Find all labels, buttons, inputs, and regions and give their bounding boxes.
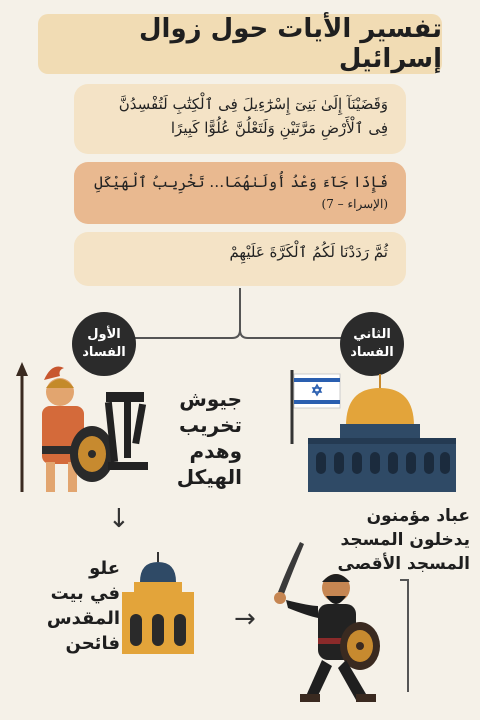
destroy-temple-label	[152, 386, 242, 490]
destroy-line-2: تخريب	[178, 413, 242, 437]
destroy-line-3: وهدم	[189, 439, 242, 463]
believers-line-1: عباد مؤمنون	[366, 506, 470, 526]
dome-mosque-illustration	[284, 366, 464, 498]
right-arrow-icon: →	[234, 604, 256, 634]
verse-3-text: ثُمَّ رَدَدْنَا لَكُمُ ٱلْكَرَّةَ عَلَيْهِمْ	[229, 243, 388, 261]
ascend-line-2: في بيت	[50, 583, 120, 604]
warrior-illustration	[262, 536, 402, 718]
roman-soldier-illustration	[12, 362, 150, 496]
badge-first-line-2: الفساد	[82, 345, 126, 360]
verse-1-line-2: فِى ٱلْأَرْضِ مَرَّتَيْنِ وَلَتَعْلُنَّ عُلُوًّا كَبِيرًا	[170, 119, 388, 137]
small-temple-illustration	[120, 552, 200, 658]
ascend-line-3: المقدس	[46, 608, 120, 629]
badge-second-line-1: الثاني	[353, 327, 391, 342]
verse-1-line-1: وَقَضَيْنَآ إِلَىٰ بَنِىٓ إِسْرَٰٓءِيلَ فِى ٱلْكِتَٰبِ لَتُفْسِدُنَّ	[118, 95, 388, 113]
page-title: تفسير الأيات حول زوال إسرائيل	[139, 14, 442, 74]
verse-2-text: فَإِذَا جَآءَ وَعْدُ أُولَىٰهُمَا… تَخْرِيبُ ٱلْهَيْكَلِ	[94, 173, 388, 191]
ascend-line-4: فائحن	[65, 633, 120, 654]
verse-2-reference: (الإسراء – 7)	[321, 197, 388, 211]
down-arrow-icon: ↓	[108, 504, 130, 534]
ascend-line-1: علو	[89, 558, 120, 579]
destroy-line-1: جيوش	[179, 387, 242, 411]
believers-line-3: المسجد الأقصى	[337, 554, 470, 574]
ascendancy-label	[34, 556, 120, 656]
destroy-line-4: الهيكل	[176, 465, 242, 489]
badge-second-line-2: الفساد	[350, 345, 394, 360]
badge-first-line-1: الأول	[87, 327, 121, 342]
believers-line-2: يدخلون المسجد	[340, 530, 470, 550]
